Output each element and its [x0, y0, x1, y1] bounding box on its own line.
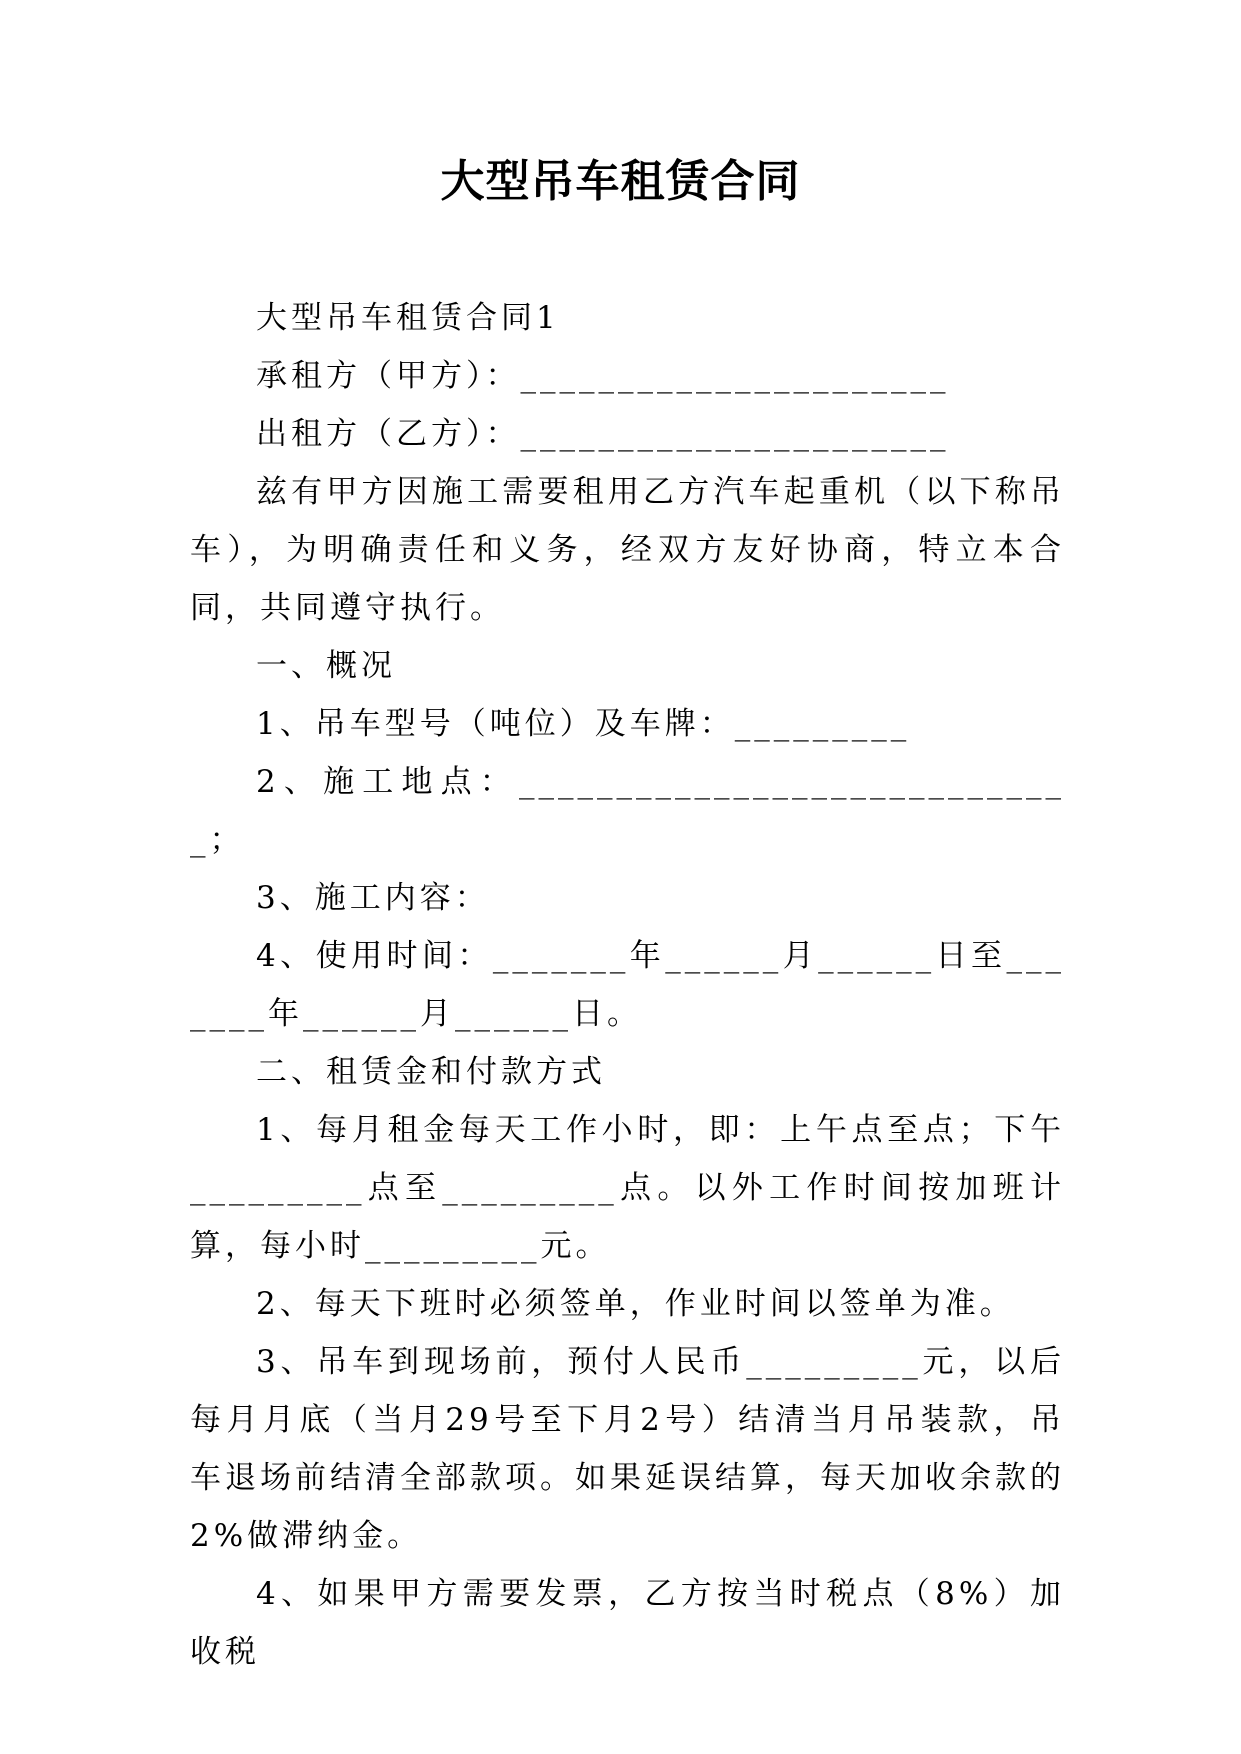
paragraph-monthly-rent: 1、每月租金每天工作小时，即：上午点至点；下午_________点至_________点。以外工作时间按加班计算，每小时_________元。	[190, 1112, 1065, 1264]
paragraph-lessor: 出租方（乙方）：______________________	[256, 416, 950, 452]
paragraph-sign-sheet: 2、每天下班时必须签单，作业时间以签单为准。	[256, 1286, 1015, 1322]
document-title: 大型吊车租赁合同	[440, 156, 801, 207]
paragraph-contract-heading: 大型吊车租赁合同1	[256, 300, 560, 336]
document-body	[190, 289, 1065, 1681]
paragraph-crane-model: 1、吊车型号（吨位）及车牌：_________	[256, 706, 911, 742]
paragraph-work-content: 3、施工内容：	[256, 880, 490, 916]
paragraph-prepayment: 3、吊车到现场前，预付人民币_________元，以后每月月底（当月29号至下月2号）结清当月吊装款，吊车退场前结清全部款项。如果延误结算，每天加收余款的2%做滞纳金。	[190, 1344, 1065, 1554]
paragraph-site: 2、施工地点：_____________________________；	[190, 764, 1065, 858]
paragraph-usage-time: 4、使用时间：_______年______月______日至_______年______月______日。	[190, 938, 1065, 1032]
section-heading-payment: 二、租赁金和付款方式	[256, 1054, 606, 1090]
paragraph-lessee: 承租方（甲方）：______________________	[256, 358, 950, 394]
section-heading-overview: 一、概况	[256, 648, 396, 684]
paragraph-preamble: 兹有甲方因施工需要租用乙方汽车起重机（以下称吊车），为明确责任和义务，经双方友好协商，特立本合同，共同遵守执行。	[190, 474, 1065, 626]
paragraph-invoice: 4、如果甲方需要发票，乙方按当时税点（8%）加收税	[190, 1576, 1065, 1670]
